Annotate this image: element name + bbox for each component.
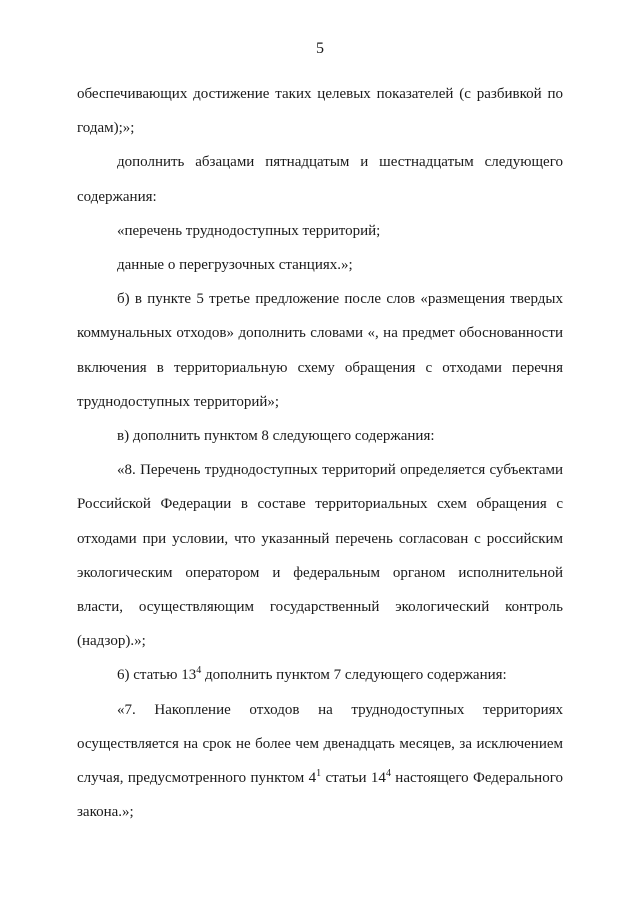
- paragraph-3: «перечень труднодоступных территорий;: [117, 222, 381, 239]
- superscript: 4: [385, 768, 391, 780]
- paragraph-6: в) дополнить пунктом 8 следующего содержания:: [117, 428, 435, 445]
- superscript: 4: [196, 665, 202, 677]
- paragraph-8: [77, 658, 563, 692]
- paragraph-2: дополнить абзацами пятнадцатым и шестнадцатым следующего содержания:: [77, 154, 563, 205]
- superscript: 1: [316, 768, 322, 780]
- paragraph-5: б) в пункте 5 третье предложение после слов «размещения твердых коммунальных отходов» дополнить словами «, на предмет обоснованности включения в территориальную схему обращения с отходами перечня труднодоступных территорий»;: [77, 291, 563, 410]
- paragraph-9-text-c: настоящего Федерального закона.»;: [77, 770, 563, 821]
- paragraph-9-text-b: статьи 14: [321, 770, 386, 787]
- paragraph-1: обеспечивающих достижение таких целевых показателей (с разбивкой по годам);»;: [77, 86, 563, 137]
- paragraph-8-text-a: 6) статью 13: [117, 667, 197, 684]
- paragraph-4: данные о перегрузочных станциях.»;: [117, 257, 353, 274]
- document-body: [77, 77, 563, 829]
- paragraph-9: [77, 727, 563, 830]
- paragraph-8-text-b: дополнить пунктом 7 следующего содержания:: [201, 667, 507, 684]
- paragraph-9-line-1: «7. Накопление отходов на труднодоступных территориях: [117, 701, 563, 718]
- paragraph-9-text-a: осуществляется на срок не более чем двенадцать месяцев, за исключением случая, предусмотренного пунктом 4: [77, 735, 563, 787]
- paragraph-7: «8. Перечень труднодоступных территорий определяется субъектами Российской Федерации в составе территориальных схем обращения с отходами при условии, что указанный перечень согласован с российским экологическим оператором и федеральным органом исполнительной власти, осуществляющим государственный экологический контроль (надзор).»;: [77, 462, 563, 650]
- page-number: 5: [316, 40, 324, 57]
